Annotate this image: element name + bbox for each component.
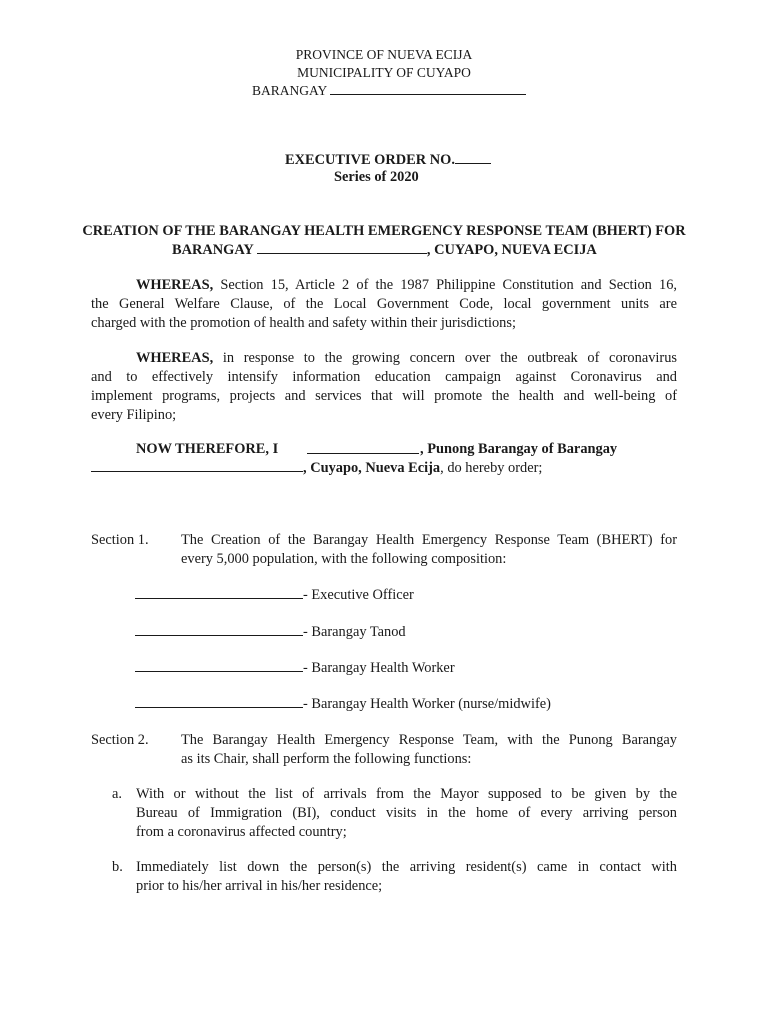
section-2-label: Section 2. xyxy=(91,732,149,748)
member-executive-officer xyxy=(135,585,414,605)
whereas-2-line-2: and to effectively intensify information education campaign against Coronavirus and xyxy=(91,369,677,385)
now-therefore-lead: NOW THEREFORE, I xyxy=(136,441,279,457)
item-b-line-2: prior to his/her arrival in his/her residence; xyxy=(136,878,383,894)
series-year: Series of 2020 xyxy=(334,169,419,185)
item-b-line-1: Immediately list down the person(s) the arriving resident(s) came in contact with xyxy=(136,859,677,875)
item-a-marker: a. xyxy=(112,786,122,802)
executive-order-title xyxy=(285,150,491,170)
item-b-marker: b. xyxy=(112,859,123,875)
whereas-1-line-3: charged with the promotion of health and safety within their jurisdictions; xyxy=(91,315,516,331)
section-1-line-1: The Creation of the Barangay Health Emergency Response Team (BHERT) for xyxy=(181,532,677,548)
barangay-name-blank[interactable] xyxy=(330,81,526,95)
barangay-order-blank[interactable] xyxy=(91,458,303,472)
punong-barangay-blank-wrap xyxy=(307,440,419,460)
section-2-body xyxy=(181,731,677,769)
subject-barangay-blank[interactable] xyxy=(257,240,427,254)
section-1-body xyxy=(181,531,677,569)
whereas-1-lead: WHEREAS, xyxy=(136,277,214,293)
whereas-2-line-3: implement programs, projects and services that will promote the health and well-being of xyxy=(91,388,677,404)
item-a-body xyxy=(136,785,677,842)
whereas-2-line-4: every Filipino; xyxy=(91,407,177,423)
item-a-line-2: Bureau of Immigration (BI), conduct visits in the home of every arriving person xyxy=(136,805,677,821)
member-name-blank[interactable] xyxy=(135,694,303,708)
member-name-blank[interactable] xyxy=(135,585,303,599)
municipality-heading: MUNICIPALITY OF CUYAPO xyxy=(297,65,471,80)
barangay-heading-label: BARANGAY xyxy=(252,83,327,98)
member-role: - Barangay Tanod xyxy=(303,624,406,640)
member-barangay-tanod xyxy=(135,622,406,642)
member-name-blank[interactable] xyxy=(135,622,303,636)
whereas-paragraph-2 xyxy=(91,349,677,425)
subject-barangay-label: BARANGAY xyxy=(172,242,254,258)
order-number-blank[interactable] xyxy=(455,150,491,164)
punong-barangay-name-blank[interactable] xyxy=(307,440,419,454)
subject-line-1: CREATION OF THE BARANGAY HEALTH EMERGENCY RESPONSE TEAM (BHERT) FOR xyxy=(82,223,686,239)
executive-order-label: EXECUTIVE ORDER NO. xyxy=(285,152,455,168)
section-1-line-2: every 5,000 population, with the following composition: xyxy=(181,551,507,567)
whereas-1-line-1: WHEREAS, Section 15, Article 2 of the 1987 Philippine Constitution and Section 16, xyxy=(136,277,677,293)
member-role: - Executive Officer xyxy=(303,587,414,603)
whereas-2-line-1: WHEREAS, in response to the growing concern over the outbreak of coronavirus xyxy=(136,350,677,366)
province-heading: PROVINCE OF NUEVA ECIJA xyxy=(295,47,473,62)
item-b-body xyxy=(136,858,677,896)
member-health-worker-nurse xyxy=(135,694,551,714)
section-2-line-1: The Barangay Health Emergency Response Team, with the Punong Barangay xyxy=(181,732,677,748)
whereas-1-line-2: the General Welfare Clause, of the Local Government Code, local government units are xyxy=(91,296,677,312)
section-2-line-2: as its Chair, shall perform the following functions: xyxy=(181,751,472,767)
member-name-blank[interactable] xyxy=(135,658,303,672)
subject-line-2 xyxy=(172,240,597,260)
now-therefore-location: , Cuyapo, Nueva Ecija xyxy=(303,460,441,476)
member-health-worker xyxy=(135,658,455,678)
member-role: - Barangay Health Worker (nurse/midwife) xyxy=(303,696,551,712)
whereas-paragraph-1 xyxy=(91,276,677,333)
member-role: - Barangay Health Worker xyxy=(303,660,455,676)
item-a-line-3: from a coronavirus affected country; xyxy=(136,824,347,840)
now-therefore-line-2 xyxy=(91,458,542,478)
now-therefore-mid: , Punong Barangay of Barangay xyxy=(420,441,618,457)
now-therefore-order: , do hereby order; xyxy=(440,460,543,476)
barangay-heading xyxy=(252,81,526,100)
subject-location: , CUYAPO, NUEVA ECIJA xyxy=(426,242,597,258)
item-a-line-1: With or without the list of arrivals from the Mayor supposed to be given by the xyxy=(136,786,677,802)
whereas-2-lead: WHEREAS, xyxy=(136,350,214,366)
section-1-label: Section 1. xyxy=(91,532,149,548)
